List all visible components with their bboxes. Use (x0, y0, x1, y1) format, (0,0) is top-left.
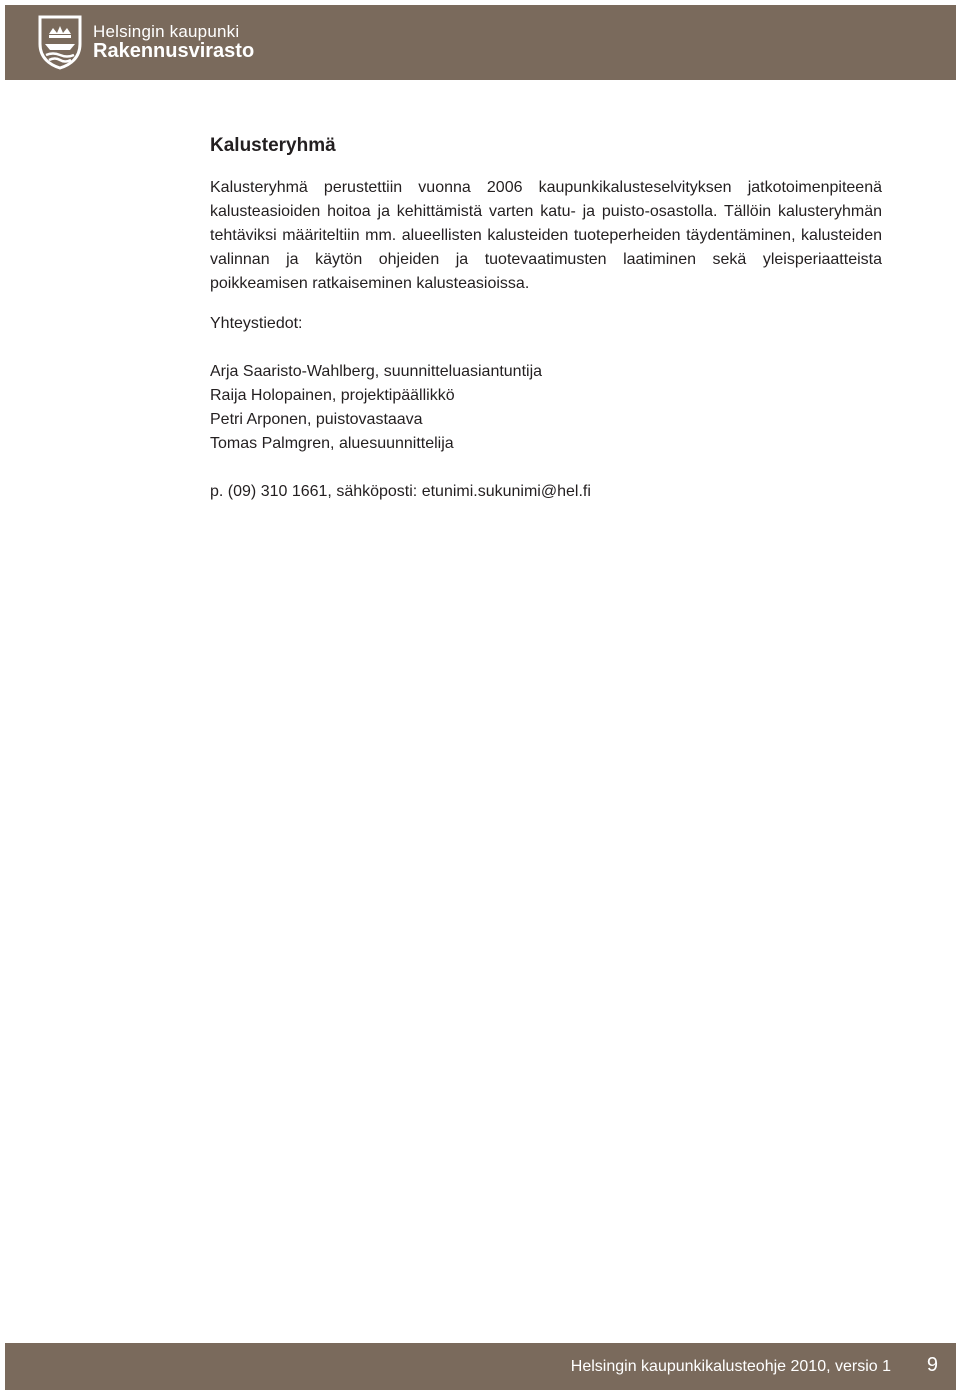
page-footer (5, 1343, 956, 1390)
section-title: Kalusteryhmä (210, 135, 336, 156)
organization-name: Helsingin kaupunki (93, 22, 240, 41)
department-name: Rakennusvirasto (93, 40, 255, 62)
main-content (210, 134, 882, 504)
contact-item: Tomas Palmgren, aluesuunnittelija (210, 435, 454, 452)
contact-item: Petri Arponen, puistovastaava (210, 411, 423, 428)
contact-list (210, 360, 882, 456)
footer-title: Helsingin kaupunkikalusteohje 2010, versio 1 (570, 1358, 891, 1375)
contact-label: Yhteystiedot: (210, 315, 303, 332)
page-header (5, 5, 956, 80)
intro-paragraph: Kalusteryhmä perustettiin vuonna 2006 kaupunkikalusteselvityksen jatkotoimenpiteenä kalusteasioiden hoitoa ja kehittämistä varten katu- ja puisto-osastolla. Tällöin kalusteryhmän tehtäviksi määriteltiin mm. alueellisten kalusteiden tuoteperheiden täydentäminen, kalusteiden valinnan ja käytön ohjeiden ja tuotevaatimusten laatiminen sekä yleisperiaatteista poikkeamisen ratkaiseminen kalusteasioissa. (210, 179, 882, 292)
contact-item: Raija Holopainen, projektipäällikkö (210, 387, 455, 404)
contact-item: Arja Saaristo-Wahlberg, suunnitteluasiantuntija (210, 363, 543, 380)
page-number: 9 (926, 1354, 938, 1376)
helsinki-crest-icon (37, 14, 83, 70)
contact-phone-email: p. (09) 310 1661, sähköposti: etunimi.sukunimi@hel.fi (210, 483, 591, 500)
